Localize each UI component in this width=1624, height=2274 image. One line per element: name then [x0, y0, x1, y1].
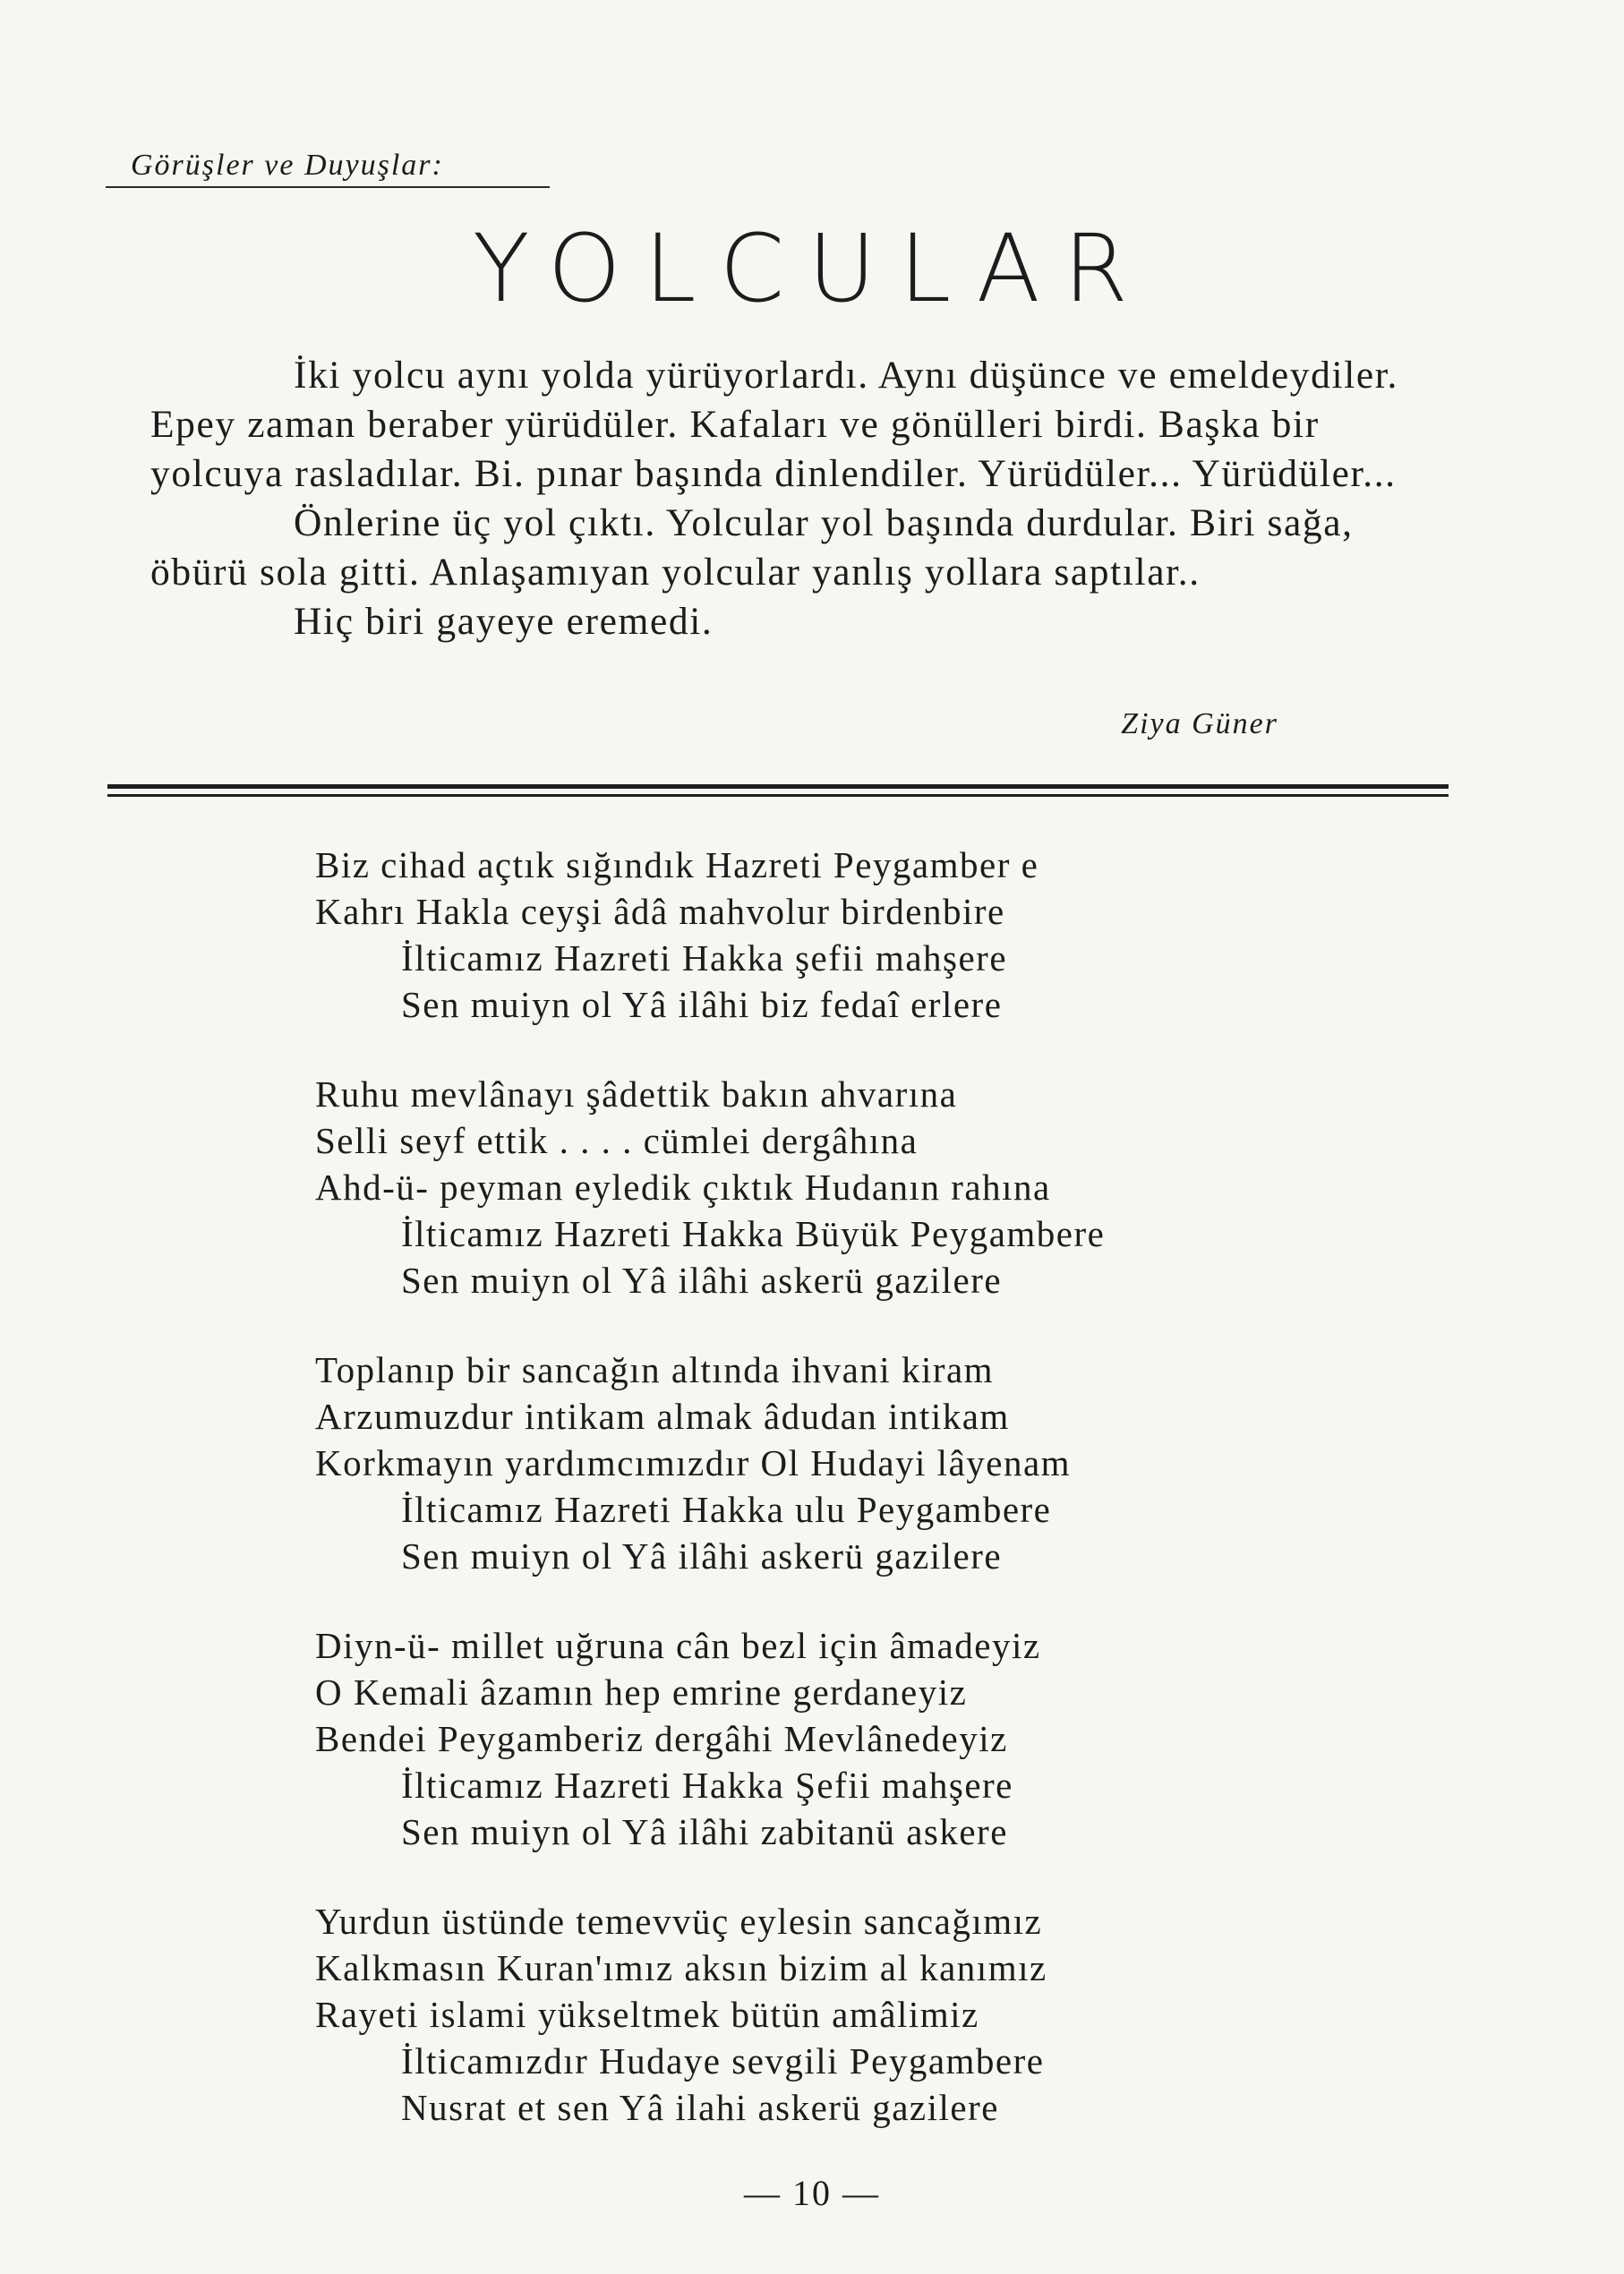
poem-line: Diyn-ü- millet uğruna cân bezl için âmadeyiz: [315, 1625, 1041, 1666]
prose-paragraph: Hiç biri gayeye eremedi.: [294, 600, 714, 643]
poem: [315, 842, 1389, 2174]
poem-refrain-line: Nusrat et sen Yâ ilahi askerü gazilere: [401, 2087, 999, 2128]
section-label-underline: [106, 186, 550, 188]
poem-refrain-line: Sen muiyn ol Yâ ilâhi zabitanü askere: [401, 1811, 1008, 1852]
page-title: YOLCULAR: [472, 214, 1152, 323]
prose-block: [150, 351, 1420, 646]
prose-paragraph: İki yolcu aynı yolda yürüyorlardı. Aynı düşünce ve emeldeydiler. Epey zaman beraber yürüdüler. Kafaları ve gönülleri birdi. Başka bir yolcuya rasladılar. Bi. pınar başında dinlendiler. Yürüdüler... Yürüdüler...: [150, 354, 1398, 495]
poem-line: Toplanıp bir sancağın altında ihvani kiram: [315, 1349, 995, 1390]
poem-line: Ruhu mevlânayı şâdettik bakın ahvarına: [315, 1073, 958, 1115]
section-label: Görüşler ve Duyuşlar:: [131, 149, 444, 182]
poem-refrain-line: İlticamızdır Hudaye sevgili Peygambere: [401, 2040, 1045, 2082]
poem-line: Bendei Peygamberiz dergâhi Mevlânedeyiz: [315, 1718, 1008, 1759]
page-number: — 10 —: [744, 2173, 880, 2213]
poem-stanza: [315, 1898, 1389, 2131]
poem-refrain-line: Sen muiyn ol Yâ ilâhi askerü gazilere: [401, 1260, 1003, 1301]
poem-line: Biz cihad açtık sığındık Hazreti Peygamber e: [315, 844, 1039, 885]
poem-refrain-line: Sen muiyn ol Yâ ilâhi askerü gazilere: [401, 1535, 1003, 1577]
poem-stanza: [315, 1071, 1389, 1304]
prose-paragraph: Önlerine üç yol çıktı. Yolcular yol başında durdular. Biri sağa, öbürü sola gitti. Anlaşamıyan yolcular yanlış yollara saptılar..: [150, 501, 1354, 594]
poem-refrain-line: İlticamız Hazreti Hakka ulu Peygambere: [401, 1489, 1052, 1530]
poem-stanza: [315, 1346, 1389, 1579]
poem-stanza: [315, 1622, 1389, 1855]
poem-line: Kalkmasın Kuran'ımız aksın bizim al kanımız: [315, 1947, 1047, 1988]
poem-refrain-line: İlticamız Hazreti Hakka Şefii mahşere: [401, 1765, 1013, 1806]
poem-line: Kahrı Hakla ceyşi âdâ mahvolur birdenbire: [315, 891, 1005, 932]
poem-refrain-line: İlticamız Hazreti Hakka Büyük Peygambere: [401, 1213, 1106, 1254]
poem-line: Korkmayın yardımcımızdır Ol Hudayi lâyenam: [315, 1442, 1072, 1483]
double-rule-divider: [107, 784, 1449, 797]
poem-line: O Kemali âzamın hep emrine gerdaneyiz: [315, 1671, 968, 1713]
poem-stanza: [315, 842, 1389, 1028]
poem-line: Selli seyf ettik . . . . cümlei dergâhına: [315, 1120, 919, 1161]
poem-line: Yurdun üstünde temevvüç eylesin sancağımız: [315, 1901, 1043, 1942]
poem-refrain-line: İlticamız Hazreti Hakka şefii mahşere: [401, 937, 1008, 979]
poem-line: Rayeti islami yükseltmek bütün amâlimiz: [315, 1994, 979, 2035]
author-signature: Ziya Güner: [1121, 707, 1278, 740]
poem-line: Arzumuzdur intikam almak âdudan intikam: [315, 1396, 1010, 1437]
poem-line: Ahd-ü- peyman eyledik çıktık Hudanın rahına: [315, 1167, 1051, 1208]
poem-refrain-line: Sen muiyn ol Yâ ilâhi biz fedaî erlere: [401, 984, 1003, 1025]
